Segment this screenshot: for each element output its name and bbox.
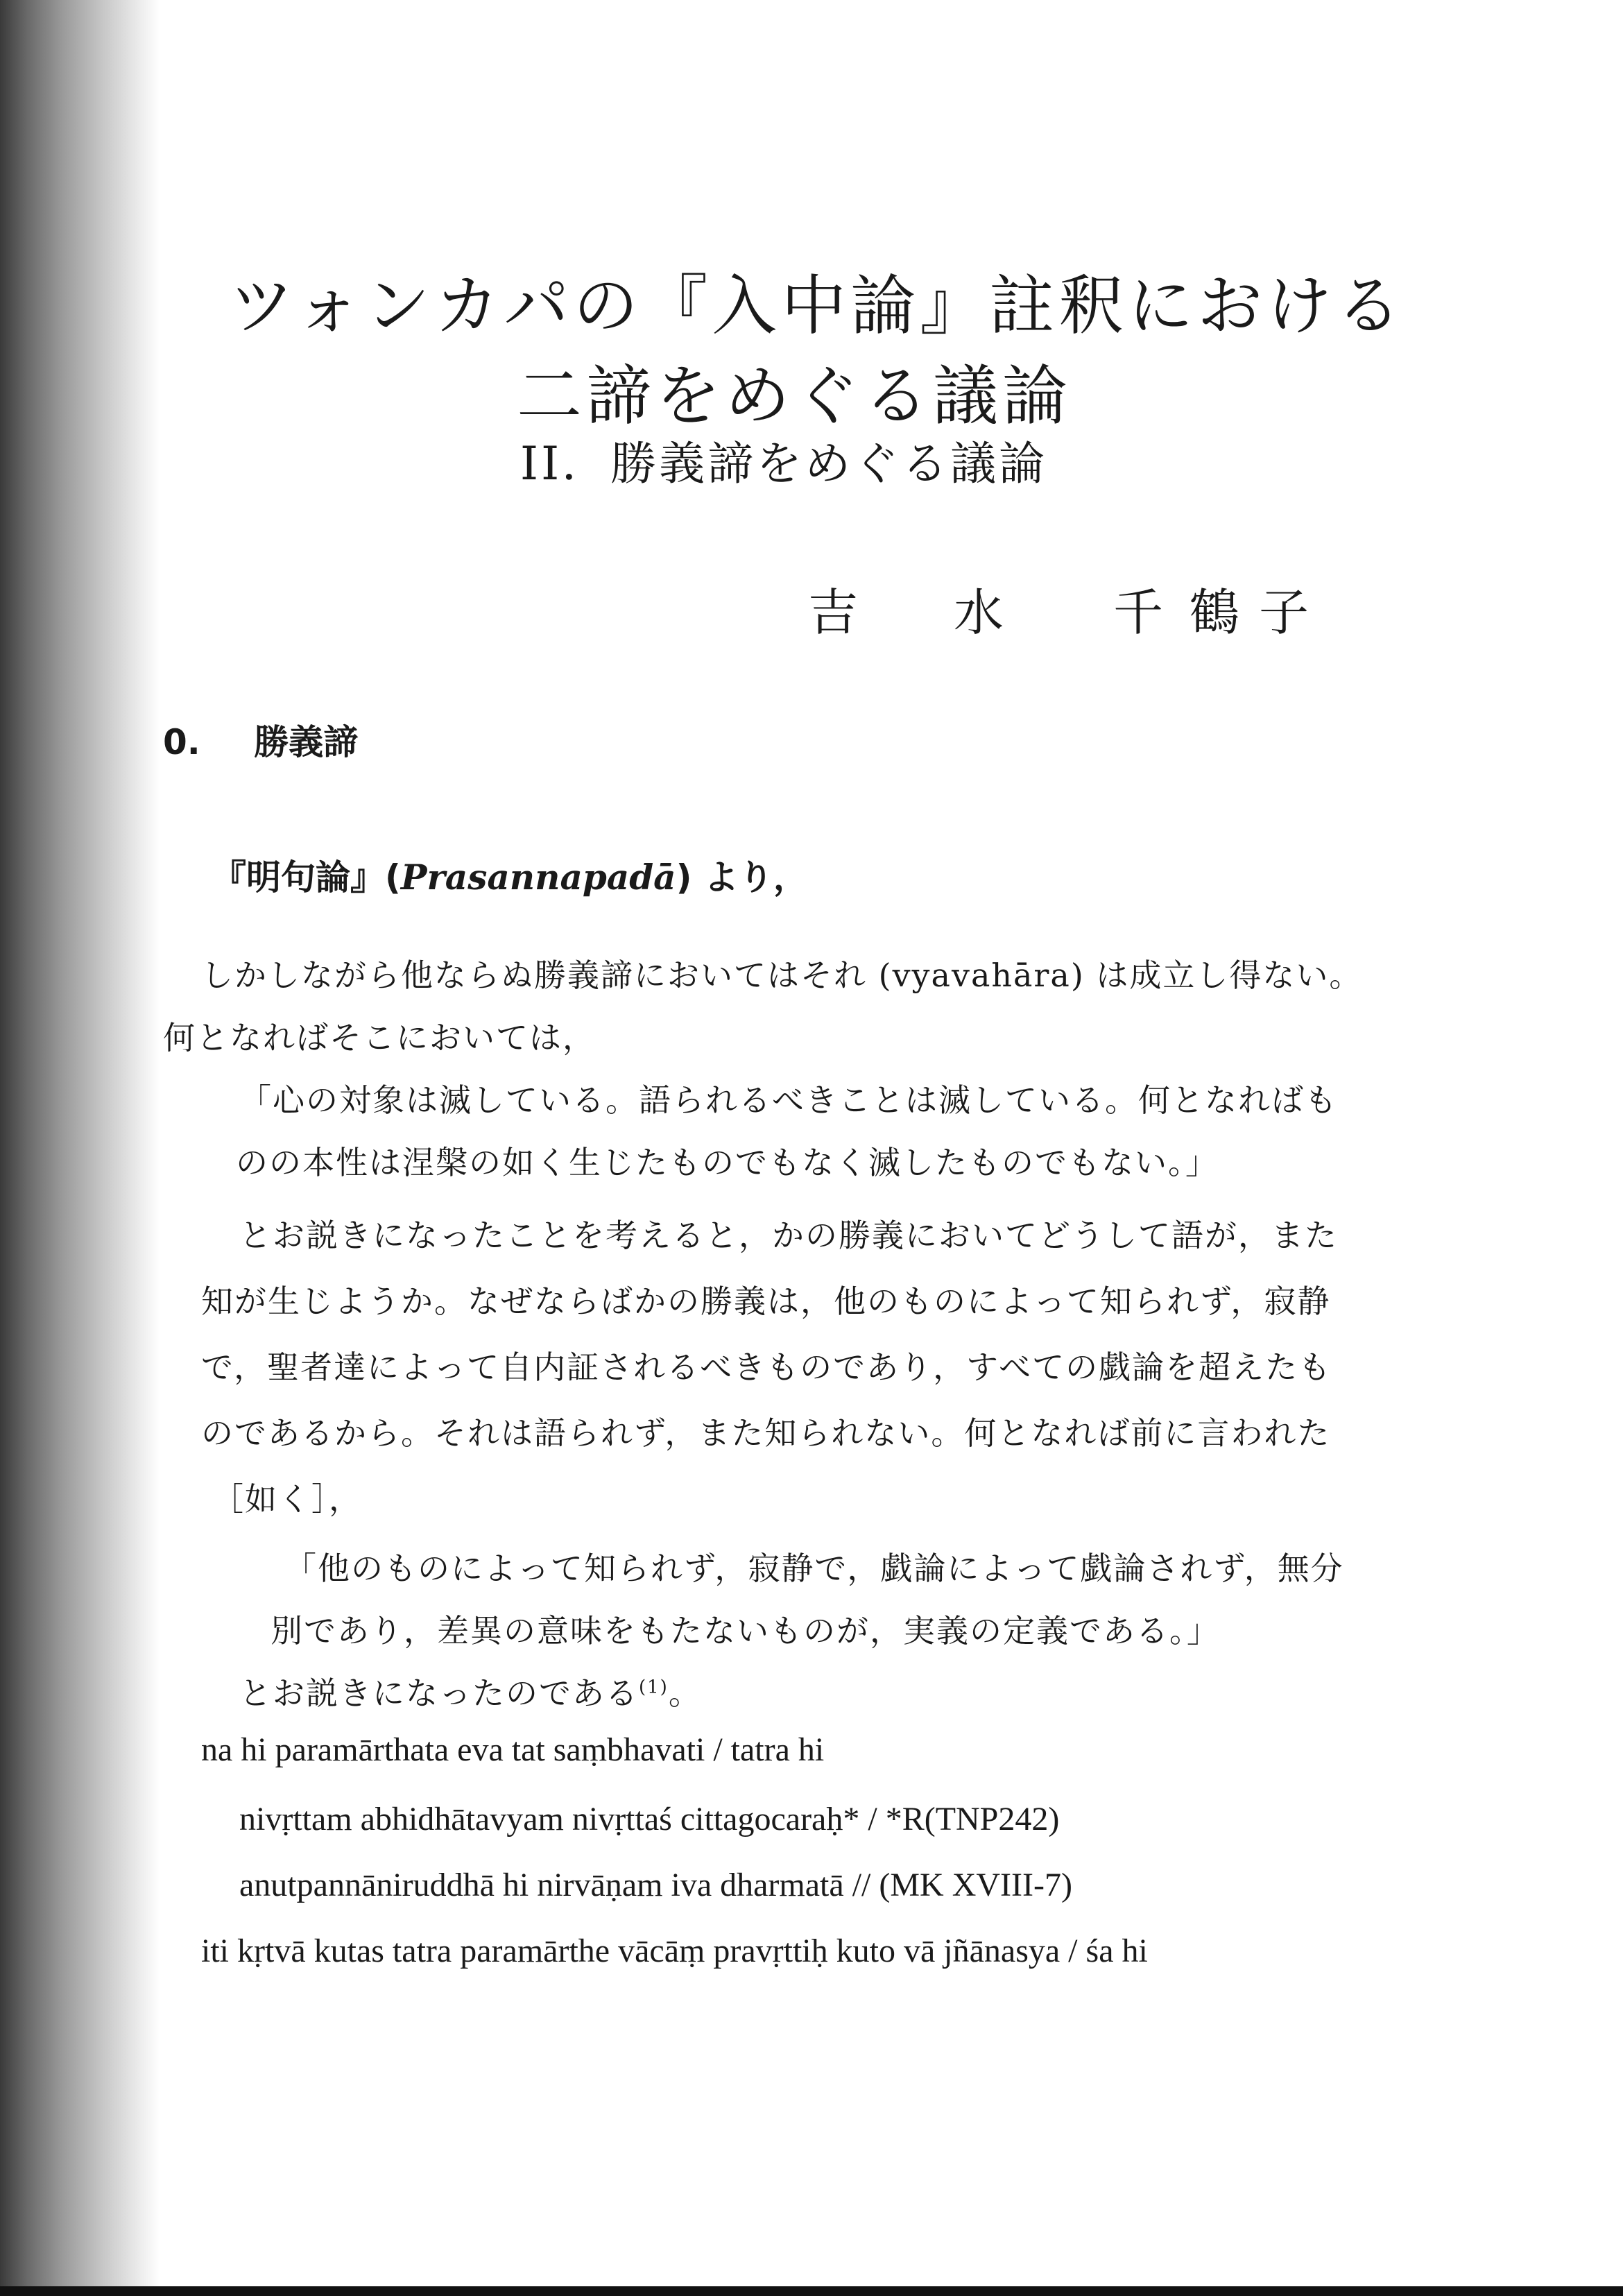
quote-1-line-1: 「心の対象は滅している。語られるべきことは滅している。何となればも <box>239 1081 1338 1119</box>
source-heading-post: ) より， <box>676 857 808 898</box>
section-heading <box>163 714 358 764</box>
sanskrit-line-3: anutpannāniruddhā hi nirvāṇam iva dharmatā // (MK XVIII-7) <box>239 1867 1072 1903</box>
body-line-1: しかしながら他ならぬ勝義諦においてはそれ (vyavahāra) は成立し得ない。 <box>201 957 1363 994</box>
subtitle: II．勝義諦をめぐる議論 <box>520 437 1048 490</box>
author-char-5: 子 <box>1259 583 1309 642</box>
scan-binding-shadow <box>0 0 160 2296</box>
scan-bottom-edge <box>0 2286 1623 2296</box>
body-line-7: ［如く］， <box>212 1480 362 1518</box>
source-title-italic: Prasannapadā <box>400 857 676 898</box>
body-line-8 <box>239 1668 702 1714</box>
body-line-5: で，聖者達によって自内証されるべきものであり，すべての戯論を超えたも <box>201 1348 1332 1386</box>
title-line-2: 二諦をめぐる議論 <box>517 359 1072 434</box>
section-number: 0. <box>163 722 200 762</box>
footnote-ref[interactable]: (1) <box>639 1677 669 1698</box>
title-line-1: ツォンカパの『入中論』註釈における <box>229 268 1406 344</box>
sanskrit-line-1: na hi paramārthata eva tat saṃbhavati / tatra hi <box>201 1731 825 1768</box>
author-char-1: 吉 <box>808 583 859 642</box>
body-line-8-period: 。 <box>668 1674 702 1712</box>
section-title: 勝義諦 <box>254 722 359 762</box>
sanskrit-line-4: iti kṛtvā kutas tatra paramārthe vācāṃ pravṛttiḥ kuto vā jñānasya / śa hi <box>201 1933 1148 1969</box>
author-char-2: 水 <box>954 583 1004 642</box>
quote-2-line-2: 別であり，差異の意味をもたないものが，実義の定義である。」 <box>270 1612 1220 1650</box>
body-line-2: 何となればそこにおいては， <box>163 1019 596 1056</box>
body-line-8-text: とお説きになったのである <box>239 1674 639 1712</box>
body-line-4: 知が生じようか。なぜならばかの勝義は，他のものによって知られず，寂静 <box>201 1283 1331 1320</box>
author-char-4: 鶴 <box>1190 583 1240 642</box>
quote-1-line-2: のの本性は涅槃の如く生じたものでもなく滅したものでもない。」 <box>236 1144 1219 1181</box>
sanskrit-line-2: nivṛttam abhidhātavyam nivṛttaś cittagocaraḥ* / *R(TNP242) <box>239 1801 1060 1837</box>
source-heading-pre: 『明句論』( <box>212 857 401 898</box>
source-heading <box>212 850 808 900</box>
body-line-6: のであるから。それは語られず，また知られない。何となれば前に言われた <box>201 1414 1331 1452</box>
quote-2-line-1: 「他のものによって知られず，寂静で，戯論によって戯論されず，無分 <box>284 1550 1344 1587</box>
body-line-3: とお説きになったことを考えると，かの勝義においてどうして語が，また <box>239 1217 1338 1254</box>
author-char-3: 千 <box>1113 583 1164 642</box>
